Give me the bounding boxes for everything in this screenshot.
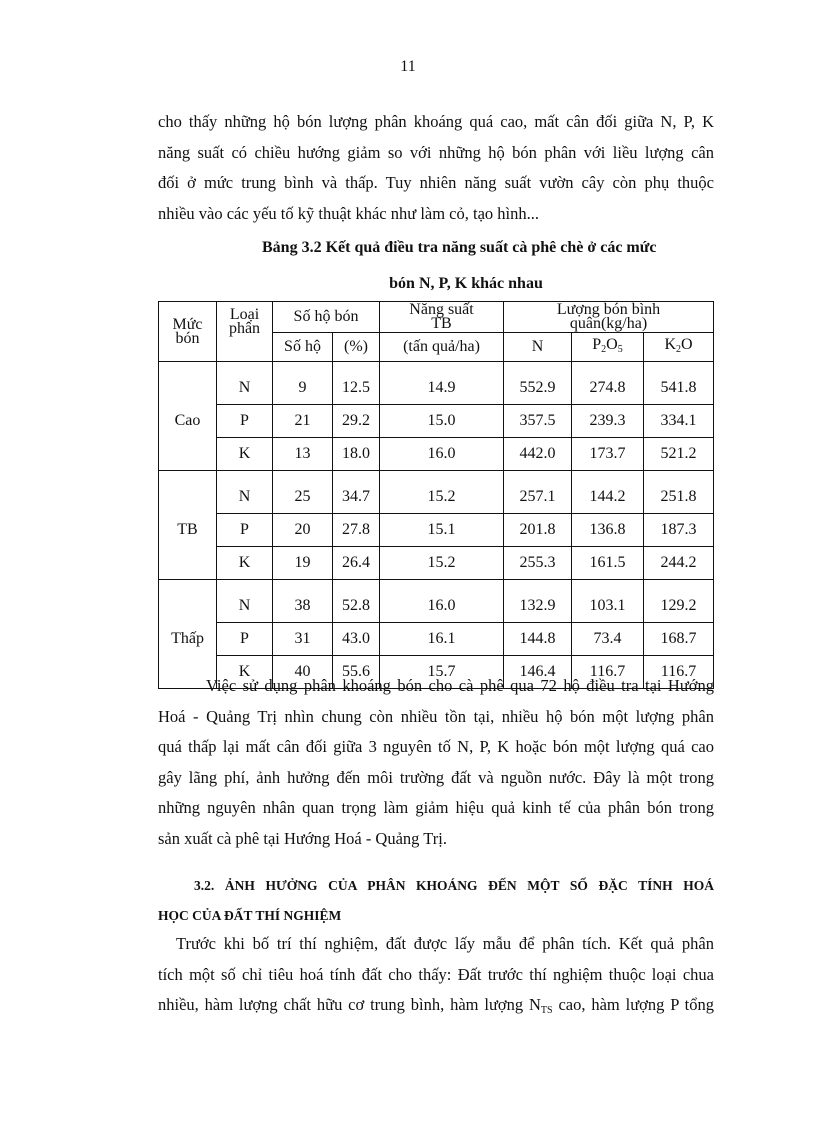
discussion-paragraph: [158, 671, 714, 854]
table-row: [159, 514, 714, 547]
table-caption: [158, 230, 714, 302]
text-line: [158, 990, 714, 1027]
n-cell: 255.3: [504, 547, 572, 580]
yield-cell: 15.7: [380, 656, 504, 689]
header-nang-suat-line1: Năng suất: [409, 301, 474, 318]
header-so-ho-bon: Số hộ bón: [273, 302, 380, 333]
header-percent: (%): [333, 333, 380, 362]
yield-cell: 14.9: [380, 362, 504, 405]
table-row: [159, 438, 714, 471]
p2o5-cell: 136.8: [572, 514, 644, 547]
header-nang-suat-line2: TB: [431, 315, 452, 332]
header-k2o: [644, 333, 714, 362]
n-cell: 146.4: [504, 656, 572, 689]
type-cell: N: [217, 362, 273, 405]
type-cell: K: [217, 438, 273, 471]
level-cell: TB: [159, 471, 217, 580]
header-luong-bon-line1: Lượng bón bình: [556, 301, 661, 318]
section-heading: [158, 871, 714, 931]
n-cell: 201.8: [504, 514, 572, 547]
nts-subscript: TS: [540, 1005, 553, 1016]
text-line: quá thấp lại mất cân đối giữa 3 nguyên tố N, P, K hoặc bón một lượng quá cao: [158, 737, 714, 756]
households-cell: 13: [273, 438, 333, 471]
text-fragment: nhiều, hàm lượng chất hữu cơ trung bình, hàm lượng N: [158, 995, 541, 1014]
households-cell: 31: [273, 623, 333, 656]
k2o-cell: 129.2: [644, 580, 714, 623]
text-line: đối ở mức trung bình và thấp. Tuy nhiên năng suất vườn cây còn phụ thuộc: [158, 173, 714, 192]
k2o-cell: 244.2: [644, 547, 714, 580]
households-cell: 25: [273, 471, 333, 514]
p2o5-cell: 274.8: [572, 362, 644, 405]
yield-cell: 16.0: [380, 438, 504, 471]
p2o5-cell: 161.5: [572, 547, 644, 580]
caption-line: Bảng 3.2 Kết quả điều tra năng suất cà phê chè ở các mức: [262, 239, 657, 256]
p2o5-cell: 73.4: [572, 623, 644, 656]
level-cell: Thấp: [159, 580, 217, 689]
fertilizer-yield-table: [158, 301, 714, 689]
yield-cell: 15.1: [380, 514, 504, 547]
caption-line: bón N, P, K khác nhau: [389, 275, 543, 292]
type-cell: P: [217, 405, 273, 438]
k2o-cell: 187.3: [644, 514, 714, 547]
text-line: những nguyên nhân quan trọng làm giảm hiệu quả kinh tế của phân bón trong: [158, 798, 714, 817]
households-cell: 40: [273, 656, 333, 689]
text-line: Trước khi bố trí thí nghiệm, đất được lấy mẫu để phân tích. Kết quả phân: [176, 934, 714, 953]
k2o-cell: 541.8: [644, 362, 714, 405]
type-cell: N: [217, 471, 273, 514]
type-cell: N: [217, 580, 273, 623]
section-heading-line: HỌC CỦA ĐẤT THÍ NGHIỆM: [158, 908, 342, 923]
header-so-ho: Số hộ: [273, 333, 333, 362]
p2o5-cell: 116.7: [572, 656, 644, 689]
n-cell: 442.0: [504, 438, 572, 471]
k2o-cell: 251.8: [644, 471, 714, 514]
households-cell: 21: [273, 405, 333, 438]
k2o-k: K: [664, 335, 676, 353]
header-nang-suat: [380, 302, 504, 333]
percent-cell: 29.2: [333, 405, 380, 438]
k2o-cell: 168.7: [644, 623, 714, 656]
p2o5-p: P: [592, 335, 602, 353]
header-n: N: [504, 333, 572, 362]
section-heading-line: 3.2. ẢNH HƯỞNG CỦA PHÂN KHOÁNG ĐẾN MỘT SỐ ĐẶC TÍNH HOÁ: [194, 878, 714, 893]
text-line: tích một số chỉ tiêu hoá tính đất cho thấy: Đất trước thí nghiệm thuộc loại chua: [158, 964, 714, 984]
p2o5-sub1: 2: [601, 343, 607, 355]
yield-cell: 15.2: [380, 547, 504, 580]
n-cell: 552.9: [504, 362, 572, 405]
intro-paragraph: [158, 107, 714, 229]
text-fragment: cao, hàm lượng P tổng: [552, 995, 714, 1014]
header-muc-bon: Mức bón: [159, 302, 217, 362]
k2o-o: O: [681, 335, 693, 353]
table-row: [159, 623, 714, 656]
yield-cell: 15.0: [380, 405, 504, 438]
text-line: gây lãng phí, ảnh hưởng đến môi trường đất và nguồn nước. Đây là một trong: [158, 767, 714, 787]
percent-cell: 43.0: [333, 623, 380, 656]
header-luong-bon: [504, 302, 714, 333]
text-line: năng suất có chiều hướng giảm so với những hộ bón phân với liều lượng cân: [158, 142, 714, 162]
text-line: sản xuất cà phê tại Hướng Hoá - Quảng Trị.: [158, 828, 447, 848]
table-row: [159, 405, 714, 438]
level-cell: Cao: [159, 362, 217, 471]
header-tan-qua: (tấn quả/ha): [380, 333, 504, 362]
households-cell: 19: [273, 547, 333, 580]
yield-cell: 15.2: [380, 471, 504, 514]
yield-cell: 16.1: [380, 623, 504, 656]
yield-cell: 16.0: [380, 580, 504, 623]
percent-cell: 52.8: [333, 580, 380, 623]
type-cell: P: [217, 623, 273, 656]
percent-cell: 12.5: [333, 362, 380, 405]
type-cell: K: [217, 656, 273, 689]
k2o-sub: 2: [676, 343, 681, 355]
percent-cell: 26.4: [333, 547, 380, 580]
k2o-cell: 521.2: [644, 438, 714, 471]
text-line: nhiều vào các yếu tố kỹ thuật khác như làm cỏ, tạo hình...: [158, 203, 539, 223]
table-row: [159, 580, 714, 623]
type-cell: K: [217, 547, 273, 580]
table-row: [159, 547, 714, 580]
table-row: [159, 362, 714, 405]
final-paragraph: [158, 929, 714, 1027]
header-loai-phan: Loại phân: [217, 302, 273, 362]
households-cell: 9: [273, 362, 333, 405]
header-luong-bon-line2: quân(kg/ha): [569, 315, 648, 332]
percent-cell: 34.7: [333, 471, 380, 514]
p2o5-cell: 239.3: [572, 405, 644, 438]
percent-cell: 27.8: [333, 514, 380, 547]
percent-cell: 18.0: [333, 438, 380, 471]
households-cell: 20: [273, 514, 333, 547]
header-p2o5: [572, 333, 644, 362]
percent-cell: 55.6: [333, 656, 380, 689]
p2o5-cell: 103.1: [572, 580, 644, 623]
p2o5-o: O: [606, 335, 618, 353]
n-cell: 357.5: [504, 405, 572, 438]
n-cell: 132.9: [504, 580, 572, 623]
table-row: [159, 471, 714, 514]
page-number: 11: [400, 58, 416, 75]
text-line: Hoá - Quảng Trị nhìn chung còn nhiều tồn tại, nhiều hộ bón một lượng phân: [158, 706, 714, 726]
p2o5-cell: 144.2: [572, 471, 644, 514]
p2o5-cell: 173.7: [572, 438, 644, 471]
p2o5-sub2: 5: [617, 343, 623, 355]
type-cell: P: [217, 514, 273, 547]
n-cell: 144.8: [504, 623, 572, 656]
text-line: Việc sử dụng phân khoáng bón cho cà phê qua 72 hộ điều tra tại Hướng: [206, 676, 714, 695]
k2o-cell: 116.7: [644, 656, 714, 689]
households-cell: 38: [273, 580, 333, 623]
k2o-cell: 334.1: [644, 405, 714, 438]
n-cell: 257.1: [504, 471, 572, 514]
text-line: cho thấy những hộ bón lượng phân khoáng quá cao, mất cân đối giữa N, P, K: [158, 112, 714, 131]
